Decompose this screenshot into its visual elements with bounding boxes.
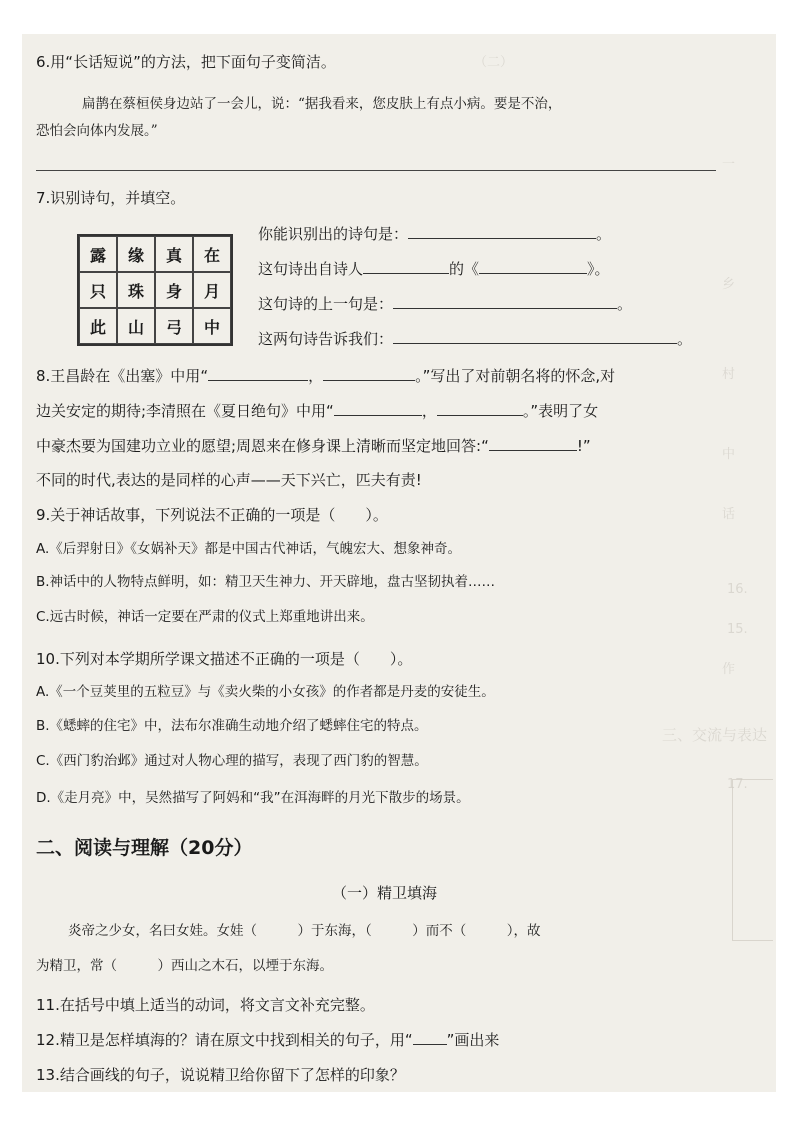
poem-grid-cell[interactable]: 真: [155, 236, 193, 272]
q7-previous-line-blank[interactable]: [393, 292, 617, 309]
q7-line2-prompt: 这句诗出自诗人: [258, 260, 364, 278]
poem-grid-cell[interactable]: 身: [155, 272, 193, 308]
q10-option-d[interactable]: D.《走月亮》中，吴然描写了阿妈和“我”在洱海畔的月光下散步的场景。: [36, 790, 470, 806]
q8-line3-end: !”: [576, 437, 591, 455]
bleed-through-text: 话: [722, 507, 736, 522]
bleed-through-text: 16.: [727, 582, 748, 597]
q9-option-a[interactable]: A.《后羿射日》《女娲补天》都是中国古代神话，气魄宏大、想象神奇。: [36, 541, 462, 557]
poem-grid-cell[interactable]: 缘: [117, 236, 155, 272]
q8-line1-text: 8.王昌龄在《出塞》中用“: [36, 367, 209, 385]
q12-stem-text: 12.精卫是怎样填海的？请在原文中找到相关的句子，用“: [36, 1031, 413, 1049]
q8-line1-end: 。”写出了对前朝名将的怀念,对: [415, 367, 616, 385]
bleed-through-text: 一: [722, 157, 736, 172]
passage-line2: 为精卫，常（ ）西山之木石，以堙于东海。: [36, 958, 333, 974]
q7-line2: [258, 257, 610, 280]
q8-line2-comma: ，: [421, 402, 437, 420]
q8-line3-text: 中豪杰要为国建功立业的愿望;周恩来在修身课上清晰而坚定地回答:“: [36, 437, 489, 455]
q6-quote-line2: 恐怕会向体内发展。”: [36, 123, 158, 139]
q7-line4-end: 。: [677, 330, 693, 348]
bleed-through-text: 中: [722, 447, 736, 462]
q7-line1: [258, 222, 611, 245]
bleed-through-frame: [732, 779, 773, 941]
q7-line4-prompt: 这两句诗告诉我们：: [258, 330, 394, 348]
q10-stem: 10.下列对本学期所学课文描述不正确的一项是（ ）。: [36, 650, 413, 668]
q7-line1-prompt: 你能识别出的诗句是：: [258, 225, 409, 243]
q12-stem: [36, 1028, 499, 1051]
bleed-through-text: 乡: [722, 277, 736, 292]
q12-underline-sample: [413, 1028, 447, 1045]
q8-chusai-blank-1[interactable]: [208, 364, 308, 381]
q6-answer-line[interactable]: [36, 170, 716, 171]
q10-option-c[interactable]: C.《西门豹治邺》通过对人物心理的描写，表现了西门豹的智慧。: [36, 753, 428, 769]
bleed-through-text: 村: [722, 367, 736, 382]
q13-stem: 13.结合画线的句子，说说精卫给你留下了怎样的印象？: [36, 1066, 405, 1084]
q8-zhouenlai-blank[interactable]: [489, 434, 577, 451]
poem-grid-cell[interactable]: 山: [117, 308, 155, 344]
q11-stem: 11.在括号中填上适当的动词，将文言文补充完整。: [36, 996, 375, 1014]
poem-grid-cell[interactable]: 中: [193, 308, 231, 344]
q8-xiari-blank-1[interactable]: [334, 399, 422, 416]
q8-line1: [36, 364, 615, 387]
poem-grid-cell[interactable]: 珠: [117, 272, 155, 308]
q7-meaning-blank[interactable]: [393, 327, 677, 344]
q10-option-b[interactable]: B.《蟋蟀的住宅》中，法布尔准确生动地介绍了蟋蟀住宅的特点。: [36, 718, 428, 734]
q7-poem-line-blank[interactable]: [408, 222, 596, 239]
q9-option-c[interactable]: C.远古时候，神话一定要在严肃的仪式上郑重地讲出来。: [36, 609, 374, 625]
q7-line2-end: 》。: [587, 260, 610, 278]
q7-line2-mid: 的《: [449, 260, 480, 278]
q8-line1-comma: ，: [308, 367, 324, 385]
q6-stem: 6.用“长话短说”的方法，把下面句子变简洁。: [36, 53, 336, 71]
poem-grid-cell[interactable]: 露: [79, 236, 117, 272]
q7-line3: [258, 292, 632, 315]
q6-quote-line1: 扁鹊在蔡桓侯身边站了一会儿，说：“据我看来，您皮肤上有点小病。要是不治，: [82, 96, 562, 112]
q7-line4: [258, 327, 692, 350]
q12-stem-end: ”画出来: [446, 1031, 500, 1049]
q10-option-a[interactable]: A.《一个豆荚里的五粒豆》与《卖火柴的小女孩》的作者都是丹麦的安徒生。: [36, 684, 495, 700]
q8-line2-text: 边关安定的期待;李清照在《夏日绝句》中用“: [36, 402, 334, 420]
q8-xiari-blank-2[interactable]: [437, 399, 523, 416]
poem-grid-cell[interactable]: 此: [79, 308, 117, 344]
bleed-through-text: 15.: [727, 622, 748, 637]
q8-line3: [36, 434, 591, 457]
q9-option-b[interactable]: B.神话中的人物特点鲜明，如：精卫天生神力、开天辟地，盘古坚韧执着……: [36, 574, 496, 590]
q7-stem: 7.识别诗句，并填空。: [36, 189, 186, 207]
poem-character-grid: [77, 234, 233, 346]
q8-line2-end: 。”表明了女: [522, 402, 599, 420]
q7-poem-title-blank[interactable]: [479, 257, 587, 274]
passage-line1: 炎帝之少女，名曰女娃。女娃（ ）于东海，（ ）而不（ ），故: [68, 923, 541, 939]
q7-line1-end: 。: [596, 225, 612, 243]
section-reading-title: 二、阅读与理解（20分）: [36, 837, 253, 859]
q8-line4: 不同的时代,表达的是同样的心声——天下兴亡，匹夫有责!: [36, 471, 422, 489]
poem-grid-cell[interactable]: 在: [193, 236, 231, 272]
q7-line3-prompt: 这句诗的上一句是：: [258, 295, 394, 313]
q8-chusai-blank-2[interactable]: [323, 364, 415, 381]
q7-line3-end: 。: [617, 295, 633, 313]
q7-poet-blank[interactable]: [363, 257, 449, 274]
bleed-through-text: 三、交流与表达: [662, 726, 768, 744]
bleed-through-text: 17.: [727, 777, 748, 792]
poem-grid-cell[interactable]: 只: [79, 272, 117, 308]
bleed-through-text: 作: [722, 662, 736, 677]
bleed-through-text: （二）: [474, 55, 514, 70]
q8-line2: [36, 399, 598, 422]
poem-grid-cell[interactable]: 弓: [155, 308, 193, 344]
poem-grid-cell[interactable]: 月: [193, 272, 231, 308]
exam-page: [22, 34, 776, 1092]
q9-stem: 9.关于神话故事，下列说法不正确的一项是（ ）。: [36, 506, 388, 524]
passage-title: （一）精卫填海: [332, 884, 438, 902]
